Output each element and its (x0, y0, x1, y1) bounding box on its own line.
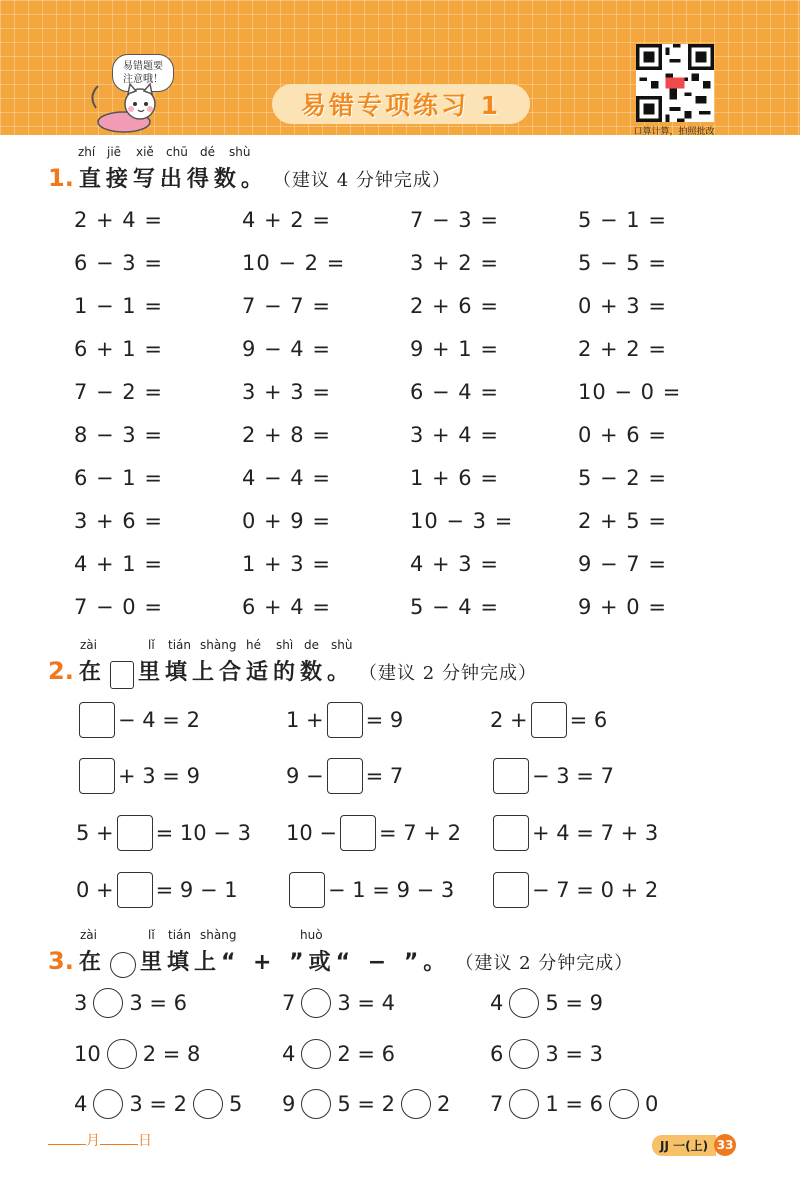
eq-prefix: 5 + (76, 821, 114, 845)
operator-equation (74, 988, 187, 1018)
fill-equation (490, 815, 658, 851)
operator-circle[interactable] (401, 1089, 431, 1119)
section-instruction: 直接写出得数。 (78, 167, 268, 192)
pinyin: shàng (200, 638, 237, 652)
operator-equation (74, 1089, 242, 1119)
pinyin: shì (276, 638, 294, 652)
equation: 1 + 6 = (410, 466, 499, 490)
section-instruction-part1: 在 (78, 660, 106, 685)
pinyin: zhí (78, 145, 96, 159)
pinyin: tián (168, 928, 191, 942)
section-1-title (48, 162, 451, 193)
operator-equation (490, 1089, 658, 1119)
header-banner (0, 0, 800, 135)
operator-circle[interactable] (193, 1089, 223, 1119)
pinyin: lǐ (148, 638, 155, 652)
answer-box[interactable] (79, 758, 115, 794)
fill-equation (286, 815, 461, 851)
fill-equation (490, 758, 614, 794)
equation: 10 − 0 = (578, 380, 682, 404)
date-field (48, 1130, 152, 1150)
eq-rest: 3 = 6 (129, 991, 188, 1015)
operator-equation (282, 1089, 450, 1119)
eq-rest: 2 = 6 (337, 1042, 396, 1066)
eq-suffix: = 7 (365, 764, 404, 788)
operator-equation (490, 988, 603, 1018)
eq-prefix: 0 + (76, 878, 114, 902)
equation: 8 − 3 = (74, 423, 163, 447)
pinyin: jiē (107, 145, 122, 159)
fill-equation (490, 872, 658, 908)
day-label: 日 (138, 1133, 152, 1149)
fill-equation (490, 702, 607, 738)
pinyin: zài (80, 928, 97, 942)
qr-code-icon (636, 44, 714, 122)
equation: 5 − 1 = (578, 208, 667, 232)
pinyin: chū (166, 145, 188, 159)
operand: 2 (437, 1092, 451, 1116)
operand: 0 (645, 1092, 659, 1116)
operand: 3 (74, 991, 88, 1015)
pinyin: shù (229, 145, 251, 159)
operator-equation (490, 1039, 603, 1069)
equation: 10 − 2 = (242, 251, 346, 275)
equation: 1 − 1 = (74, 294, 163, 318)
answer-box[interactable] (79, 702, 115, 738)
equation: 5 − 5 = (578, 251, 667, 275)
eq-suffix: − 7 = 0 + 2 (532, 878, 659, 902)
operator-equation (74, 1039, 200, 1069)
answer-box[interactable] (117, 872, 153, 908)
fill-equation (76, 758, 200, 794)
operator-circle[interactable] (301, 988, 331, 1018)
equation: 3 + 2 = (410, 251, 499, 275)
equation: 0 + 9 = (242, 509, 331, 533)
answer-box[interactable] (327, 702, 363, 738)
month-label: 月 (86, 1133, 100, 1149)
page-footer-tag (652, 1134, 736, 1156)
fill-equation (76, 872, 238, 908)
pinyin: xiě (136, 145, 154, 159)
equation: 3 + 4 = (410, 423, 499, 447)
eq-prefix: 1 + (286, 708, 324, 732)
operator-circle[interactable] (509, 1089, 539, 1119)
operator-circle[interactable] (301, 1039, 331, 1069)
bubble-line-1: 易错题要 (123, 61, 163, 72)
equation: 2 + 4 = (74, 208, 163, 232)
equation: 9 + 0 = (578, 595, 667, 619)
equation: 0 + 6 = (578, 423, 667, 447)
operand: 7 (282, 991, 296, 1015)
equation: 0 + 3 = (578, 294, 667, 318)
equation: 4 + 3 = (410, 552, 499, 576)
pinyin: lǐ (148, 928, 155, 942)
pinyin: de (304, 638, 319, 652)
equation: 3 + 6 = (74, 509, 163, 533)
operator-circle[interactable] (301, 1089, 331, 1119)
answer-box[interactable] (327, 758, 363, 794)
eq-suffix: − 4 = 2 (118, 708, 200, 732)
answer-box[interactable] (493, 815, 529, 851)
eq-suffix: + 3 = 9 (118, 764, 200, 788)
eq-rest: 5 = 9 (545, 991, 604, 1015)
qr-code-block (632, 44, 716, 137)
equation: 3 + 3 = (242, 380, 331, 404)
fill-equation (286, 872, 454, 908)
fill-equation (286, 758, 403, 794)
fill-equation (76, 702, 200, 738)
page-title (272, 84, 530, 124)
page-title-text: 易错专项练习 1 (300, 91, 502, 120)
operator-circle[interactable] (93, 1089, 123, 1119)
equation: 9 − 4 = (242, 337, 331, 361)
equation: 2 + 8 = (242, 423, 331, 447)
eq-rest: 3 = 2 (129, 1092, 188, 1116)
section-number: 3. (48, 947, 74, 975)
pinyin: shù (331, 638, 353, 652)
operator-equation (282, 1039, 395, 1069)
day-blank[interactable] (100, 1144, 138, 1145)
answer-box[interactable] (531, 702, 567, 738)
pinyin: shàng (200, 928, 237, 942)
equation: 2 + 5 = (578, 509, 667, 533)
month-blank[interactable] (48, 1144, 86, 1145)
answer-box[interactable] (493, 758, 529, 794)
circle-icon (110, 952, 136, 978)
eq-prefix: 10 − (286, 821, 337, 845)
equation: 7 − 3 = (410, 208, 499, 232)
bubble-line-2: 注意哦！ (123, 74, 163, 85)
qr-caption: 口算计算，拍照批改 (633, 127, 715, 137)
eq-suffix: = 9 (365, 708, 404, 732)
equation: 1 + 3 = (242, 552, 331, 576)
square-box-icon (110, 661, 134, 689)
section-time-note: （建议 4 分钟完成） (273, 170, 451, 191)
section-time-note: （建议 2 分钟完成） (455, 953, 634, 974)
operand: 6 (490, 1042, 504, 1066)
eq-rest: 1 = 6 (545, 1092, 604, 1116)
section-2-title (48, 655, 537, 689)
answer-box[interactable] (493, 872, 529, 908)
cat-mascot-icon (86, 78, 166, 134)
eq-suffix: = 7 + 2 (379, 821, 461, 845)
eq-prefix: 2 + (490, 708, 528, 732)
operand: 4 (282, 1042, 296, 1066)
equation: 5 − 2 = (578, 466, 667, 490)
section-number: 1. (48, 164, 74, 192)
equation: 9 + 1 = (410, 337, 499, 361)
equation: 6 − 1 = (74, 466, 163, 490)
section-number: 2. (48, 657, 74, 685)
eq-rest: 3 = 4 (337, 991, 396, 1015)
eq-suffix: − 3 = 7 (532, 764, 614, 788)
equation: 2 + 6 = (410, 294, 499, 318)
page-number: 33 (714, 1134, 736, 1156)
eq-suffix: = 10 − 3 (155, 821, 251, 845)
pinyin: zài (80, 638, 97, 652)
equation: 6 + 1 = (74, 337, 163, 361)
fill-equation (286, 702, 403, 738)
operator-circle[interactable] (509, 1039, 539, 1069)
operand: 10 (74, 1042, 101, 1066)
operand: 9 (282, 1092, 296, 1116)
equation: 7 − 7 = (242, 294, 331, 318)
section-instruction-part1: 在 (78, 950, 106, 975)
equation: 7 − 2 = (74, 380, 163, 404)
equation: 5 − 4 = (410, 595, 499, 619)
section-time-note: （建议 2 分钟完成） (359, 663, 537, 684)
operator-circle[interactable] (509, 988, 539, 1018)
operand: 4 (490, 991, 504, 1015)
operator-equation (282, 988, 395, 1018)
operand: 4 (74, 1092, 88, 1116)
pinyin: dé (200, 145, 215, 159)
operand: 5 (229, 1092, 243, 1116)
answer-box[interactable] (340, 815, 376, 851)
eq-suffix: − 1 = 9 − 3 (328, 878, 455, 902)
fill-equation (76, 815, 251, 851)
equation: 4 + 1 = (74, 552, 163, 576)
operator-circle[interactable] (609, 1089, 639, 1119)
equation: 4 − 4 = (242, 466, 331, 490)
pinyin: hé (246, 638, 261, 652)
pinyin: tián (168, 638, 191, 652)
eq-suffix: + 4 = 7 + 3 (532, 821, 659, 845)
grade-tag: JJ 一(上) (652, 1135, 716, 1156)
section-3-title (48, 945, 633, 978)
eq-suffix: = 9 − 1 (155, 878, 238, 902)
pinyin: huò (300, 928, 323, 942)
eq-rest: 3 = 3 (545, 1042, 604, 1066)
equation: 6 − 4 = (410, 380, 499, 404)
equation: 9 − 7 = (578, 552, 667, 576)
equation: 6 − 3 = (74, 251, 163, 275)
operator-circle[interactable] (107, 1039, 137, 1069)
equation: 7 − 0 = (74, 595, 163, 619)
eq-rest: 2 = 8 (142, 1042, 201, 1066)
section-instruction-part2: 里填上“ + ”或“ − ”。 (139, 950, 451, 975)
answer-box[interactable] (117, 815, 153, 851)
operator-circle[interactable] (93, 988, 123, 1018)
answer-box[interactable] (289, 872, 325, 908)
eq-suffix: = 6 (569, 708, 608, 732)
equation: 2 + 2 = (578, 337, 667, 361)
operand: 7 (490, 1092, 504, 1116)
eq-rest: 5 = 2 (337, 1092, 396, 1116)
equation: 10 − 3 = (410, 509, 514, 533)
section-instruction-part2: 里填上合适的数。 (137, 660, 354, 685)
equation: 4 + 2 = (242, 208, 331, 232)
equation: 6 + 4 = (242, 595, 331, 619)
eq-prefix: 9 − (286, 764, 324, 788)
